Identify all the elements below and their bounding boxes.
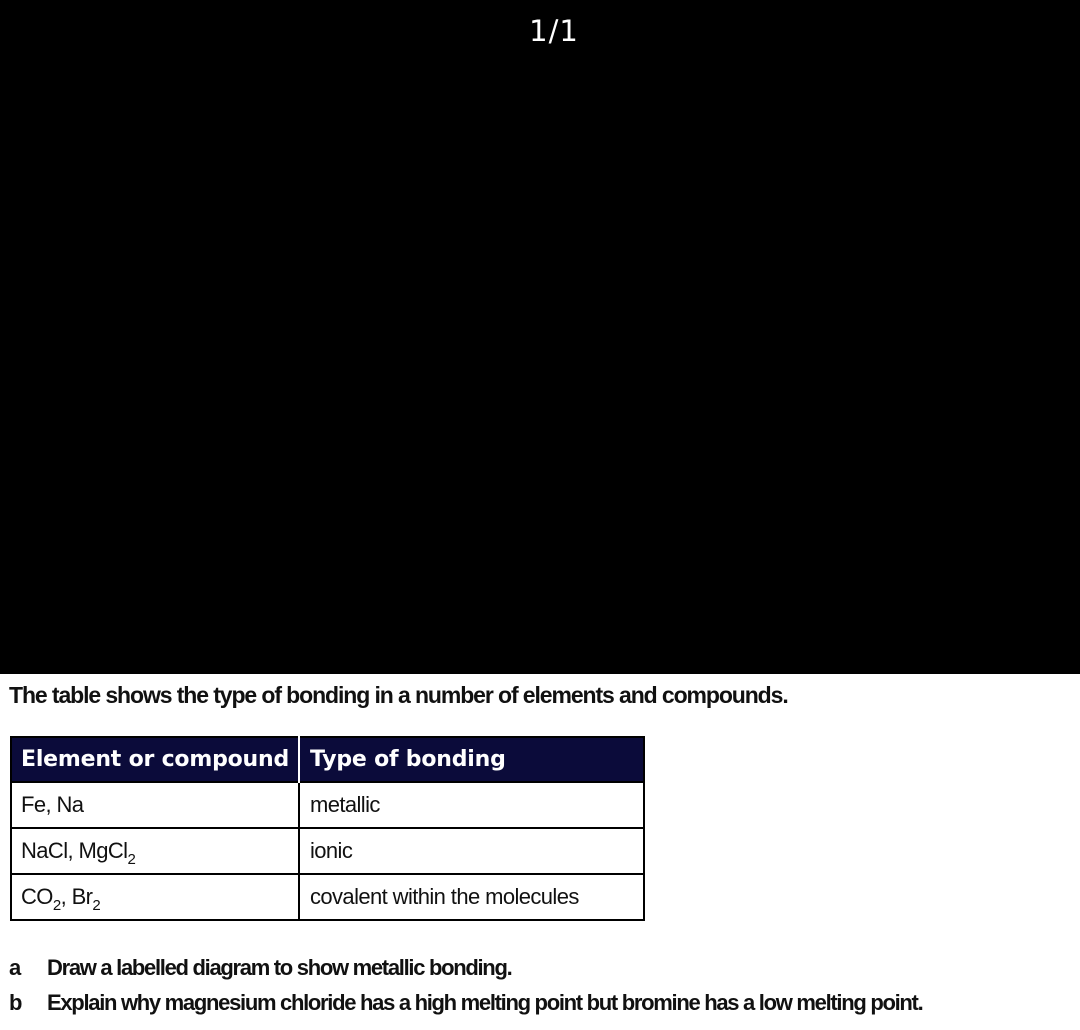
bonding-cell: covalent within the molecules xyxy=(299,874,644,920)
formula: MgCl$_2$ xyxy=(78,838,136,868)
formula: Fe, xyxy=(21,792,57,817)
question-letter: a xyxy=(9,955,22,980)
bonding-cell: metallic xyxy=(299,782,644,828)
table-header-row xyxy=(11,737,644,782)
table-row xyxy=(11,782,644,828)
document-page xyxy=(0,674,1080,1030)
question-b xyxy=(9,990,922,1016)
intro-text: The table shows the type of bonding in a number of elements and compounds. xyxy=(9,682,788,708)
substance-cell xyxy=(11,782,299,828)
bonding-table xyxy=(10,736,645,921)
header-element-or-compound: Element or compound xyxy=(11,737,299,782)
formula: $CO_2$, xyxy=(21,884,72,914)
question-a xyxy=(9,955,511,981)
substance-cell xyxy=(11,874,299,920)
header-type-of-bonding: Type of bonding xyxy=(299,737,644,782)
formula: Na xyxy=(56,792,84,817)
table-row xyxy=(11,874,644,920)
substance-cell xyxy=(11,828,299,874)
table-row xyxy=(11,828,644,874)
question-letter: b xyxy=(9,990,23,1015)
formula: $Br_2$ xyxy=(71,884,101,914)
bonding-cell: ionic xyxy=(299,828,644,874)
formula: NaCl, xyxy=(21,838,79,863)
page-counter: 1/1 xyxy=(529,14,579,48)
question-text: Explain why magnesium chloride has a high melting point but bromine has a low melting point. xyxy=(47,990,923,1015)
question-text: Draw a labelled diagram to show metallic bonding. xyxy=(47,955,512,980)
